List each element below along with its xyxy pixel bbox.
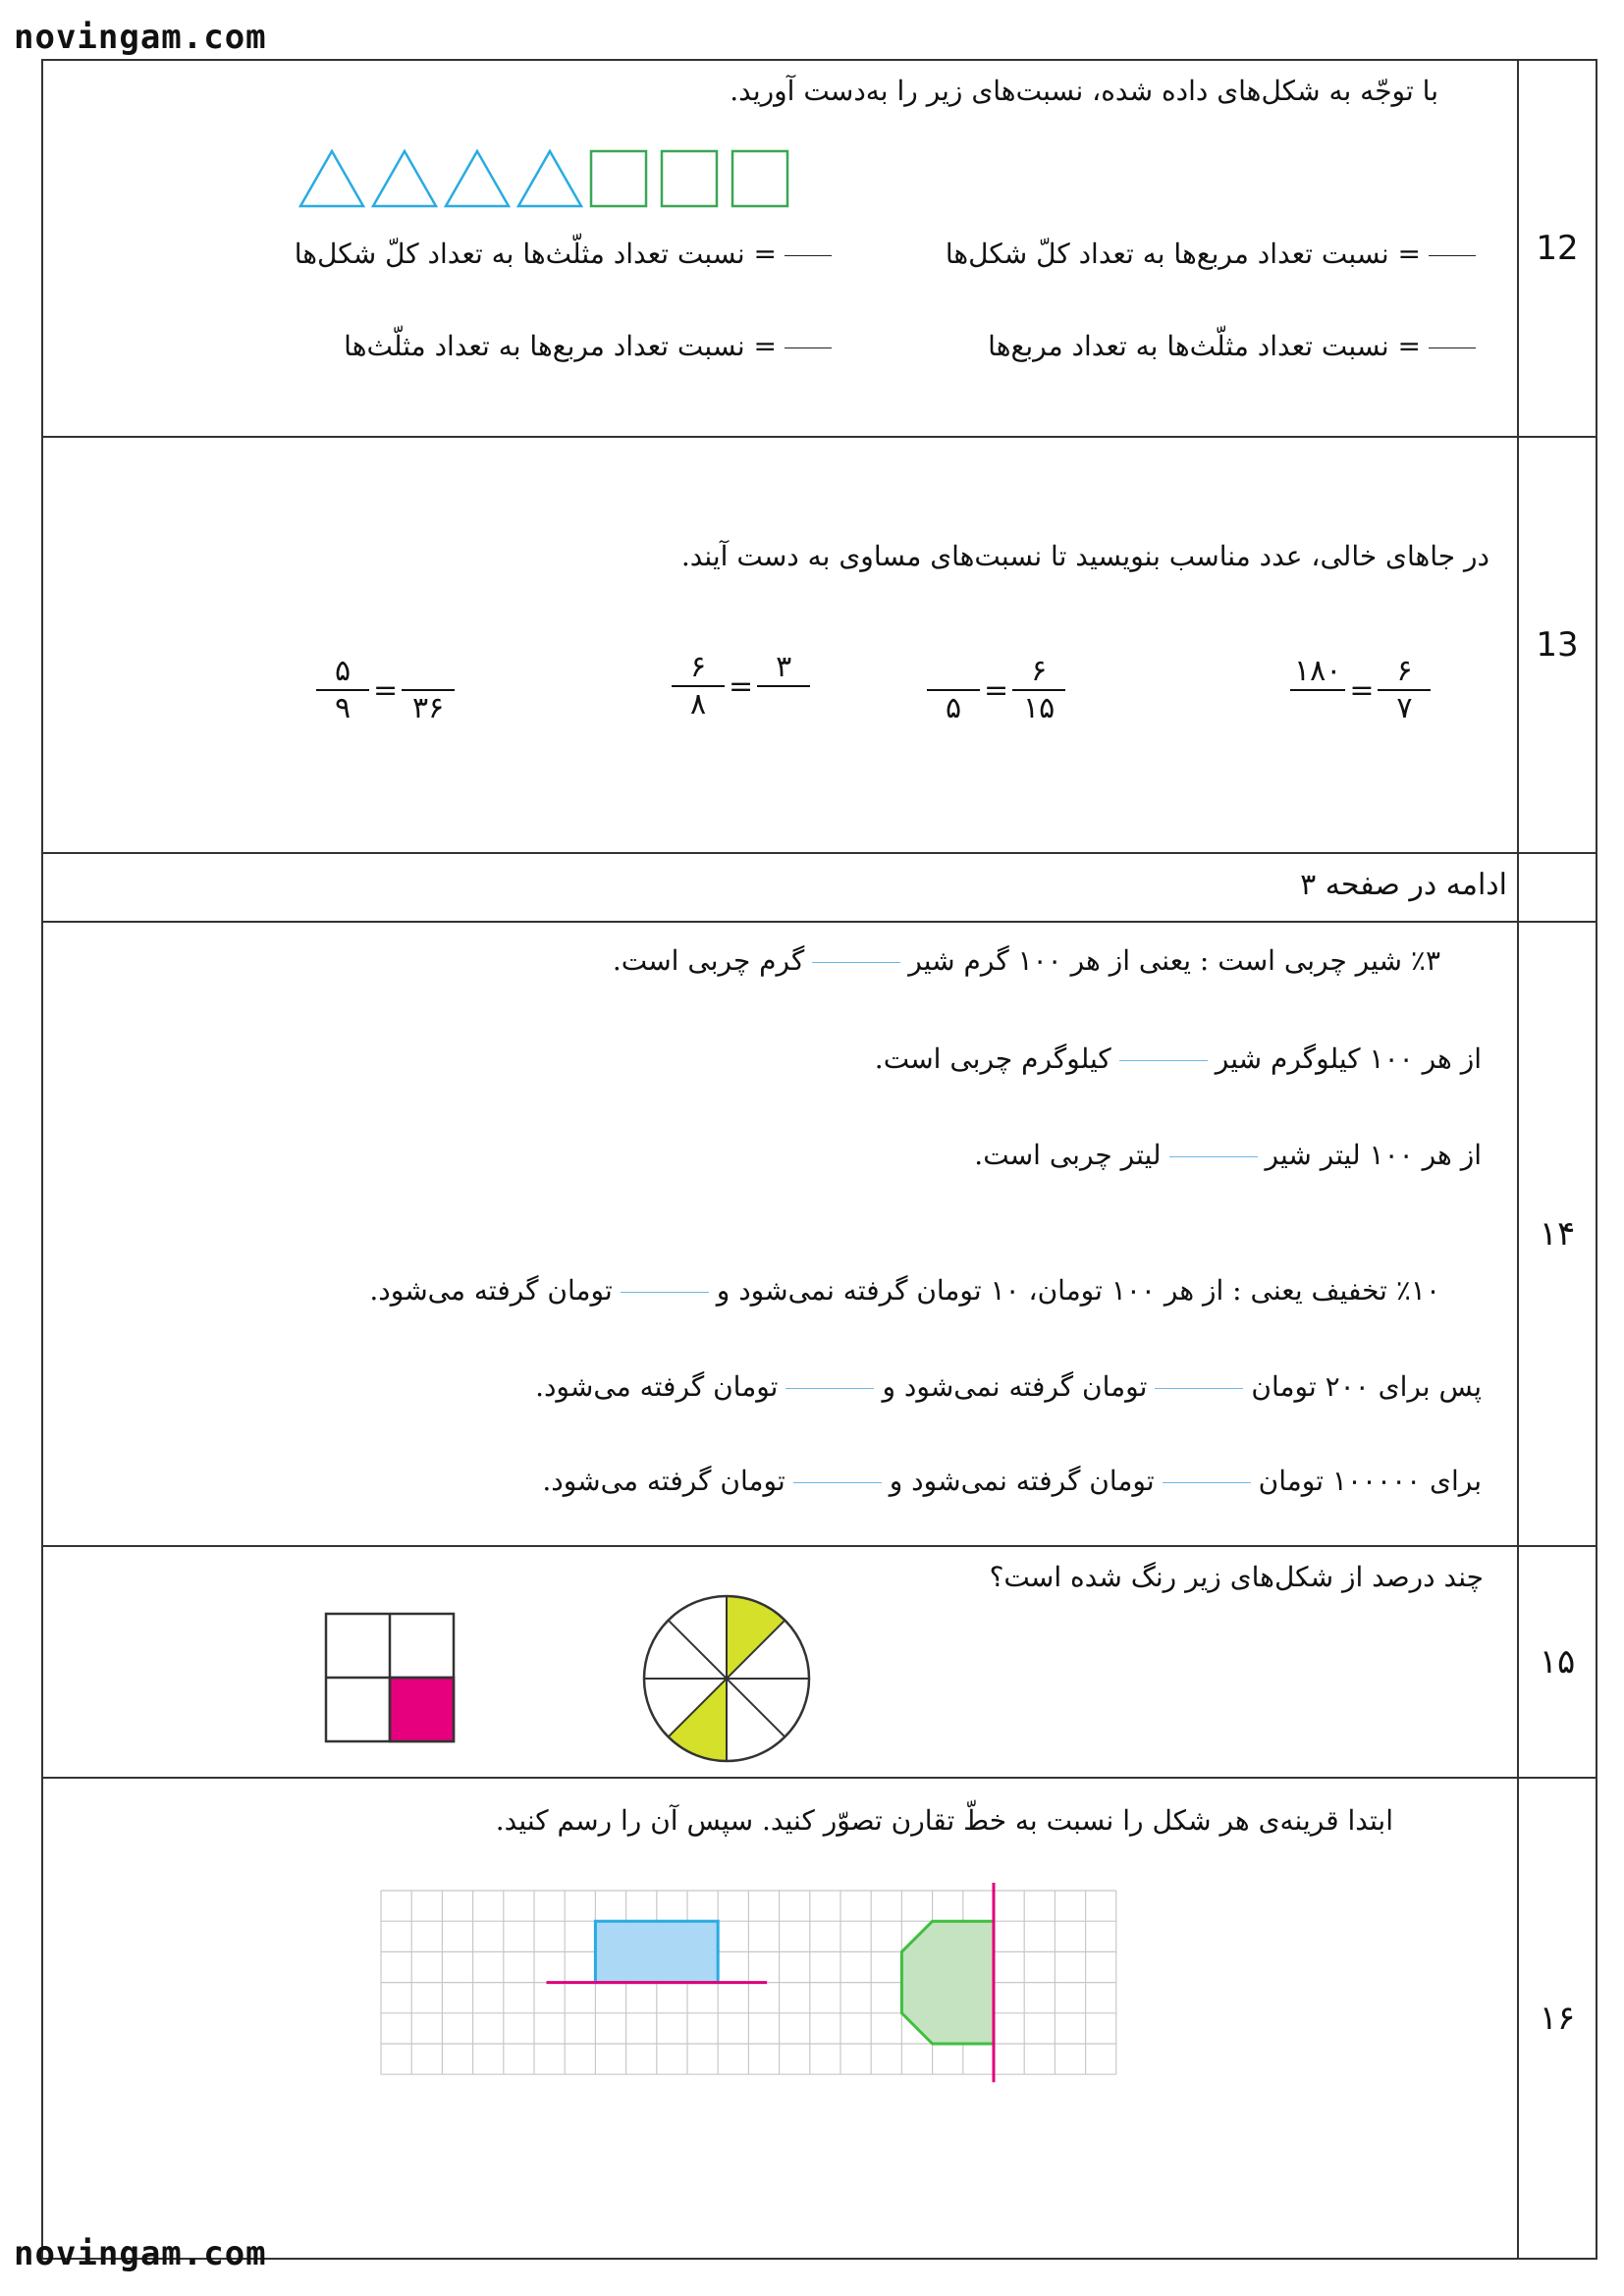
ratio-item: = نسبت تعداد مثلّث‌ها به تعداد مربع‌ها: [988, 330, 1484, 362]
shaded-square-figure: [324, 1612, 461, 1749]
shapes-row: [297, 139, 807, 218]
continue-row: [41, 854, 1597, 923]
q14-line: از هر ۱۰۰ لیتر شیرلیتر چربی است.: [974, 1139, 1482, 1171]
green-polygon: [901, 1921, 994, 2044]
answer-blank[interactable]: [1429, 347, 1476, 348]
triangle-icon: [518, 151, 581, 206]
answer-blank[interactable]: [785, 255, 832, 256]
instruction: ابتدا قرینه‌ی هر شکل را نسبت به خطّ تقارن تصوّر کنید. سپس آن را رسم کنید.: [495, 1804, 1393, 1837]
triangle-icon: [446, 151, 509, 206]
ratio-item: = نسبت تعداد مثلّث‌ها به تعداد کلّ شکل‌ها: [295, 238, 839, 270]
square-icon: [591, 151, 646, 206]
answer-blank[interactable]: [621, 1292, 709, 1293]
question-16: [41, 1779, 1597, 2260]
fraction-equation: ۶ ۸ = ۳: [672, 650, 810, 722]
ratio-item: = نسبت تعداد مربع‌ها به تعداد کلّ شکل‌ها: [946, 238, 1484, 270]
answer-blank[interactable]: [793, 1482, 882, 1483]
square-icon: [662, 151, 717, 206]
watermark-top: novingam.com: [14, 18, 267, 57]
fraction-equation: ۵ ۹ = ۳۶: [316, 654, 455, 726]
continue-note: ادامه در صفحه ۳: [1300, 868, 1507, 902]
question-13: [41, 438, 1597, 854]
question-14: [41, 923, 1597, 1547]
question-number: 12: [1517, 61, 1596, 436]
instruction: چند درصد از شکل‌های زیر رنگ شده است؟: [989, 1561, 1484, 1593]
answer-blank[interactable]: [1169, 1156, 1258, 1157]
answer-blank[interactable]: [1155, 1388, 1243, 1389]
answer-blank[interactable]: [785, 347, 832, 348]
answer-blank[interactable]: [1163, 1482, 1251, 1483]
triangle-icon: [300, 151, 363, 206]
q14-line: پس برای ۲۰۰ تومانتومان گرفته نمی‌شود وتومان گرفته می‌شود.: [535, 1370, 1482, 1403]
question-number: 13: [1517, 438, 1596, 852]
symmetry-grid: [334, 1883, 1551, 2236]
question-number: ۱۶: [1517, 1779, 1596, 2258]
q14-line: برای ۱۰۰۰۰۰ تومانتومان گرفته نمی‌شود وتومان گرفته می‌شود.: [542, 1465, 1482, 1497]
question-number: ۱۵: [1517, 1547, 1596, 1777]
q14-line: ٪۱۰ تخفیف یعنی : از هر ۱۰۰ تومان، ۱۰ تومان گرفته نمی‌شود وتومان گرفته می‌شود.: [369, 1274, 1440, 1307]
fraction-equation: ۱۸۰ = ۶ ۷: [1290, 654, 1431, 726]
watermark-bottom: novingam.com: [14, 2234, 267, 2273]
worksheet: [41, 59, 1597, 2260]
instruction: در جاهای خالی، عدد مناسب بنویسید تا نسبت‌های مساوی به دست آیند.: [680, 540, 1489, 572]
ratio-item: = نسبت تعداد مربع‌ها به تعداد مثلّث‌ها: [344, 330, 839, 362]
question-number: [1517, 854, 1596, 921]
question-number: ۱۴: [1517, 923, 1596, 1545]
question-15: [41, 1547, 1597, 1779]
q14-line: ٪۳ شیر چربی است : یعنی از هر ۱۰۰ گرم شیرگرم چربی است.: [612, 944, 1440, 977]
square-icon: [732, 151, 787, 206]
q14-line: از هر ۱۰۰ کیلوگرم شیرکیلوگرم چربی است.: [874, 1042, 1482, 1075]
answer-blank[interactable]: [1429, 255, 1476, 256]
triangle-icon: [373, 151, 436, 206]
answer-blank[interactable]: [812, 962, 900, 963]
answer-blank[interactable]: [1119, 1060, 1208, 1061]
instruction: با توجّه به شکل‌های داده شده، نسبت‌های زیر را به‌دست آورید.: [730, 75, 1438, 107]
question-12: [41, 59, 1597, 438]
blue-rectangle: [595, 1921, 718, 1982]
fraction-equation: ۵ = ۶ ۱۵: [927, 654, 1065, 726]
shaded-circle-figure: [640, 1592, 817, 1769]
answer-blank[interactable]: [785, 1388, 874, 1389]
